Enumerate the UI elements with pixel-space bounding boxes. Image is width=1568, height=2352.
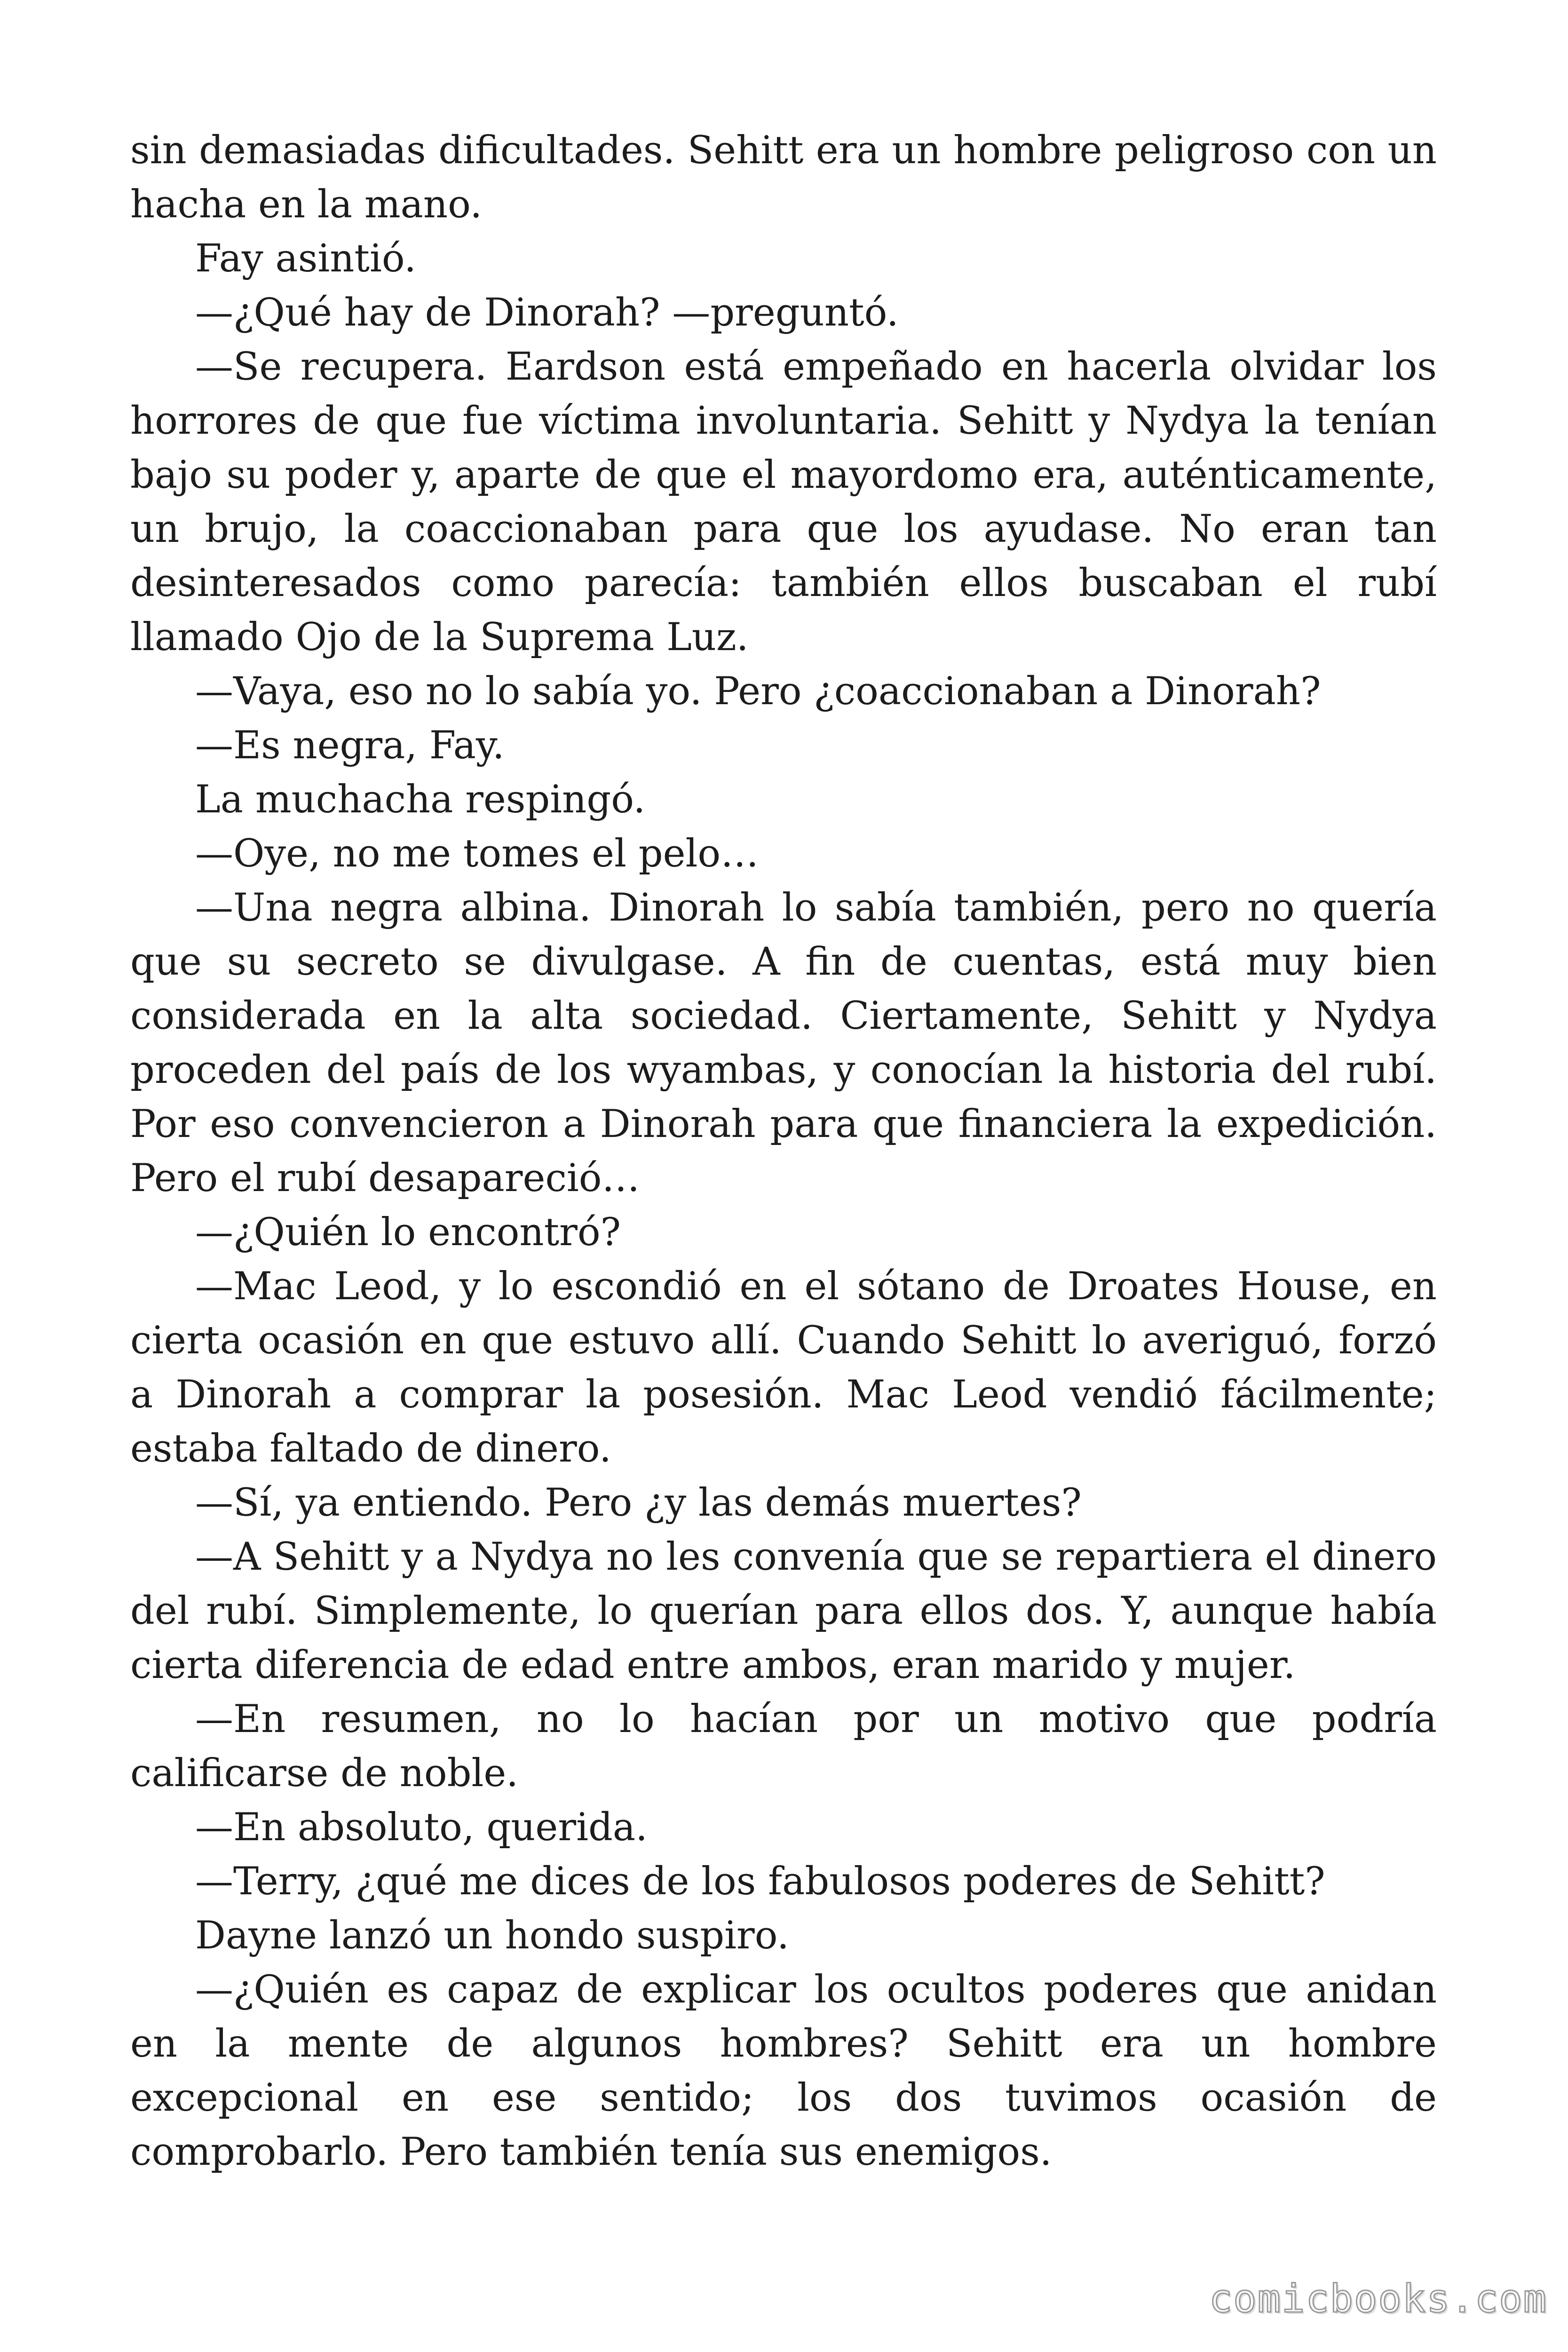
paragraph: Dayne lanzó un hondo suspiro. bbox=[195, 1914, 789, 1958]
watermark: comicbooks.com bbox=[1209, 2277, 1547, 2321]
paragraph: —Sí, ya entiendo. Pero ¿y las demás muertes? bbox=[195, 1481, 1082, 1525]
paragraph-continuation: sin demasiadas dificultades. Sehitt era un hombre peligroso con un hacha en la mano. bbox=[130, 128, 1437, 227]
paragraph: —Se recupera. Eardson está empeñado en hacerla olvidar los horrores de que fue víctima involuntaria. Sehitt y Nydya la tenían bajo su poder y, aparte de que el mayordomo era, auténticamente, un brujo, la coaccionaban para que los ayudase. No eran tan desinteresados como parecía: también ellos buscaban el rubí llamado Ojo de la Suprema Luz. bbox=[130, 345, 1437, 660]
paragraph: —Vaya, eso no lo sabía yo. Pero ¿coaccionaban a Dinorah? bbox=[195, 669, 1321, 714]
paragraph: —Es negra, Fay. bbox=[195, 723, 505, 768]
paragraph: —¿Quién es capaz de explicar los ocultos poderes que anidan en la mente de algunos hombres? Sehitt era un hombre excepcional en ese sentido; los dos tuvimos ocasión de comprobarlo. Pero también tenía sus enemigos. bbox=[130, 1968, 1437, 2174]
paragraph: —Una negra albina. Dinorah lo sabía también, pero no quería que su secreto se divulgase. A fin de cuentas, está muy bien considerada en la alta sociedad. Ciertamente, Sehitt y Nydya proceden del país de los wyambas, y conocían la historia del rubí. Por eso convencieron a Dinorah para que financiera la expedición. Pero el rubí desapareció… bbox=[130, 886, 1437, 1200]
paragraph: La muchacha respingó. bbox=[195, 778, 646, 822]
paragraph: Fay asintió. bbox=[195, 237, 416, 281]
paragraph: —En resumen, no lo hacían por un motivo que podría calificarse de noble. bbox=[130, 1697, 1437, 1796]
paragraph: —Terry, ¿qué me dices de los fabulosos poderes de Sehitt? bbox=[195, 1859, 1325, 1904]
paragraph: —¿Quién lo encontró? bbox=[195, 1210, 621, 1255]
paragraph: —A Sehitt y a Nydya no les convenía que se repartiera el dinero del rubí. Simplemente, lo querían para ellos dos. Y, aunque había cierta diferencia de edad entre ambos, eran marido y mujer. bbox=[130, 1535, 1437, 1687]
paragraph: —¿Qué hay de Dinorah? —preguntó. bbox=[195, 291, 899, 335]
paragraph: —Oye, no me tomes el pelo… bbox=[195, 832, 759, 876]
paragraph: —En absoluto, querida. bbox=[195, 1805, 648, 1850]
paragraph: —Mac Leod, y lo escondió en el sótano de Droates House, en cierta ocasión en que estuvo allí. Cuando Sehitt lo averiguó, forzó a Dinorah a comprar la posesión. Mac Leod vendió fácilmente; estaba faltado de dinero. bbox=[130, 1264, 1437, 1471]
page-text bbox=[130, 124, 1437, 2179]
